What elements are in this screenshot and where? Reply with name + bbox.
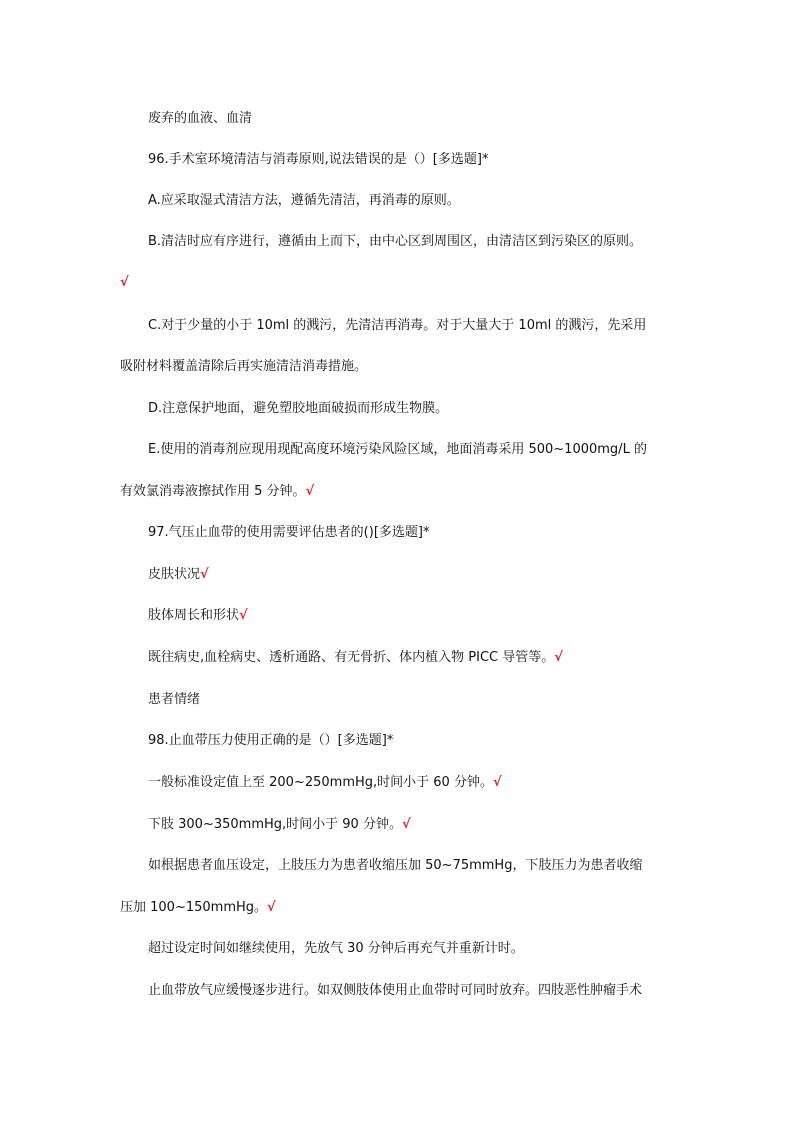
question-96-option-e: E.使用的消毒剂应现用现配高度环境污染风险区域，地面消毒采用 500~1000mg/L 的 xyxy=(148,442,647,457)
question-97-option-a xyxy=(148,567,209,583)
correct-mark xyxy=(120,275,129,291)
question-96-option-d: D.注意保护地面，避免塑胶地面破损而形成生物膜。 xyxy=(148,401,449,416)
check-mark-icon: √ xyxy=(554,650,563,665)
question-98-title: 98.止血带压力使用正确的是（）[多选题]* xyxy=(148,733,394,748)
check-mark-icon: √ xyxy=(305,484,315,499)
question-97-option-d: 患者情绪 xyxy=(148,692,201,707)
question-98-option-e: 止血带放气应缓慢逐步进行。如双侧肢体使用止血带时可同时放弃。四肢恶性肿瘤手术 xyxy=(148,983,643,998)
option-text: 肢体周长和形状 xyxy=(148,608,240,623)
question-96-title: 96.手术室环境清洁与消毒原则,说法错误的是（）[多选题]* xyxy=(148,152,489,167)
question-98-option-c-cont xyxy=(120,900,276,916)
question-98-option-a xyxy=(148,775,502,791)
option-text: 有效氯消毒液擦拭作用 5 分钟。 xyxy=(120,484,306,499)
question-96-option-a: A.应采取湿式清洁方法，遵循先清洁，再消毒的原则。 xyxy=(148,193,460,208)
check-mark-icon: √ xyxy=(120,275,129,290)
question-97-title: 97.气压止血带的使用需要评估患者的()[多选题]* xyxy=(148,525,430,540)
option-text: 一般标准设定值上至 200~250mmHg,时间小于 60 分钟。 xyxy=(148,775,493,790)
question-96-option-b: B.清洁时应有序进行，遵循由上而下，由中心区到周围区，由清洁区到污染区的原则。 xyxy=(148,234,643,249)
question-96-option-c: C.对于少量的小于 10ml 的溅污，先清洁再消毒。对于大量大于 10ml 的溅污，先采用 xyxy=(148,318,647,333)
option-text: 既往病史,血栓病史、透析通路、有无骨折、体内植入物 PICC 导管等。 xyxy=(148,650,555,665)
text-line: 废弃的血液、血清 xyxy=(148,111,253,126)
question-98-option-b xyxy=(148,817,411,833)
check-mark-icon: √ xyxy=(492,775,502,790)
question-98-option-d: 超过设定时间如继续使用，先放气 30 分钟后再充气并重新计时。 xyxy=(148,941,524,956)
question-97-option-c xyxy=(148,650,563,666)
check-mark-icon: √ xyxy=(200,567,209,582)
question-97-option-b xyxy=(148,608,248,624)
check-mark-icon: √ xyxy=(401,817,411,832)
option-text: 皮肤状况 xyxy=(148,567,201,582)
question-96-option-c-cont: 吸附材料覆盖清除后再实施清洁消毒措施。 xyxy=(120,359,368,374)
check-mark-icon: √ xyxy=(239,608,248,623)
question-96-option-e-cont xyxy=(120,484,314,500)
option-text: 压加 100~150mmHg。 xyxy=(120,900,268,915)
option-text: 下肢 300~350mmHg,时间小于 90 分钟。 xyxy=(148,817,402,832)
check-mark-icon: √ xyxy=(267,900,276,915)
question-98-option-c: 如根据患者血压设定，上肢压力为患者收缩压加 50~75mmHg，下肢压力为患者收缩 xyxy=(148,858,643,873)
